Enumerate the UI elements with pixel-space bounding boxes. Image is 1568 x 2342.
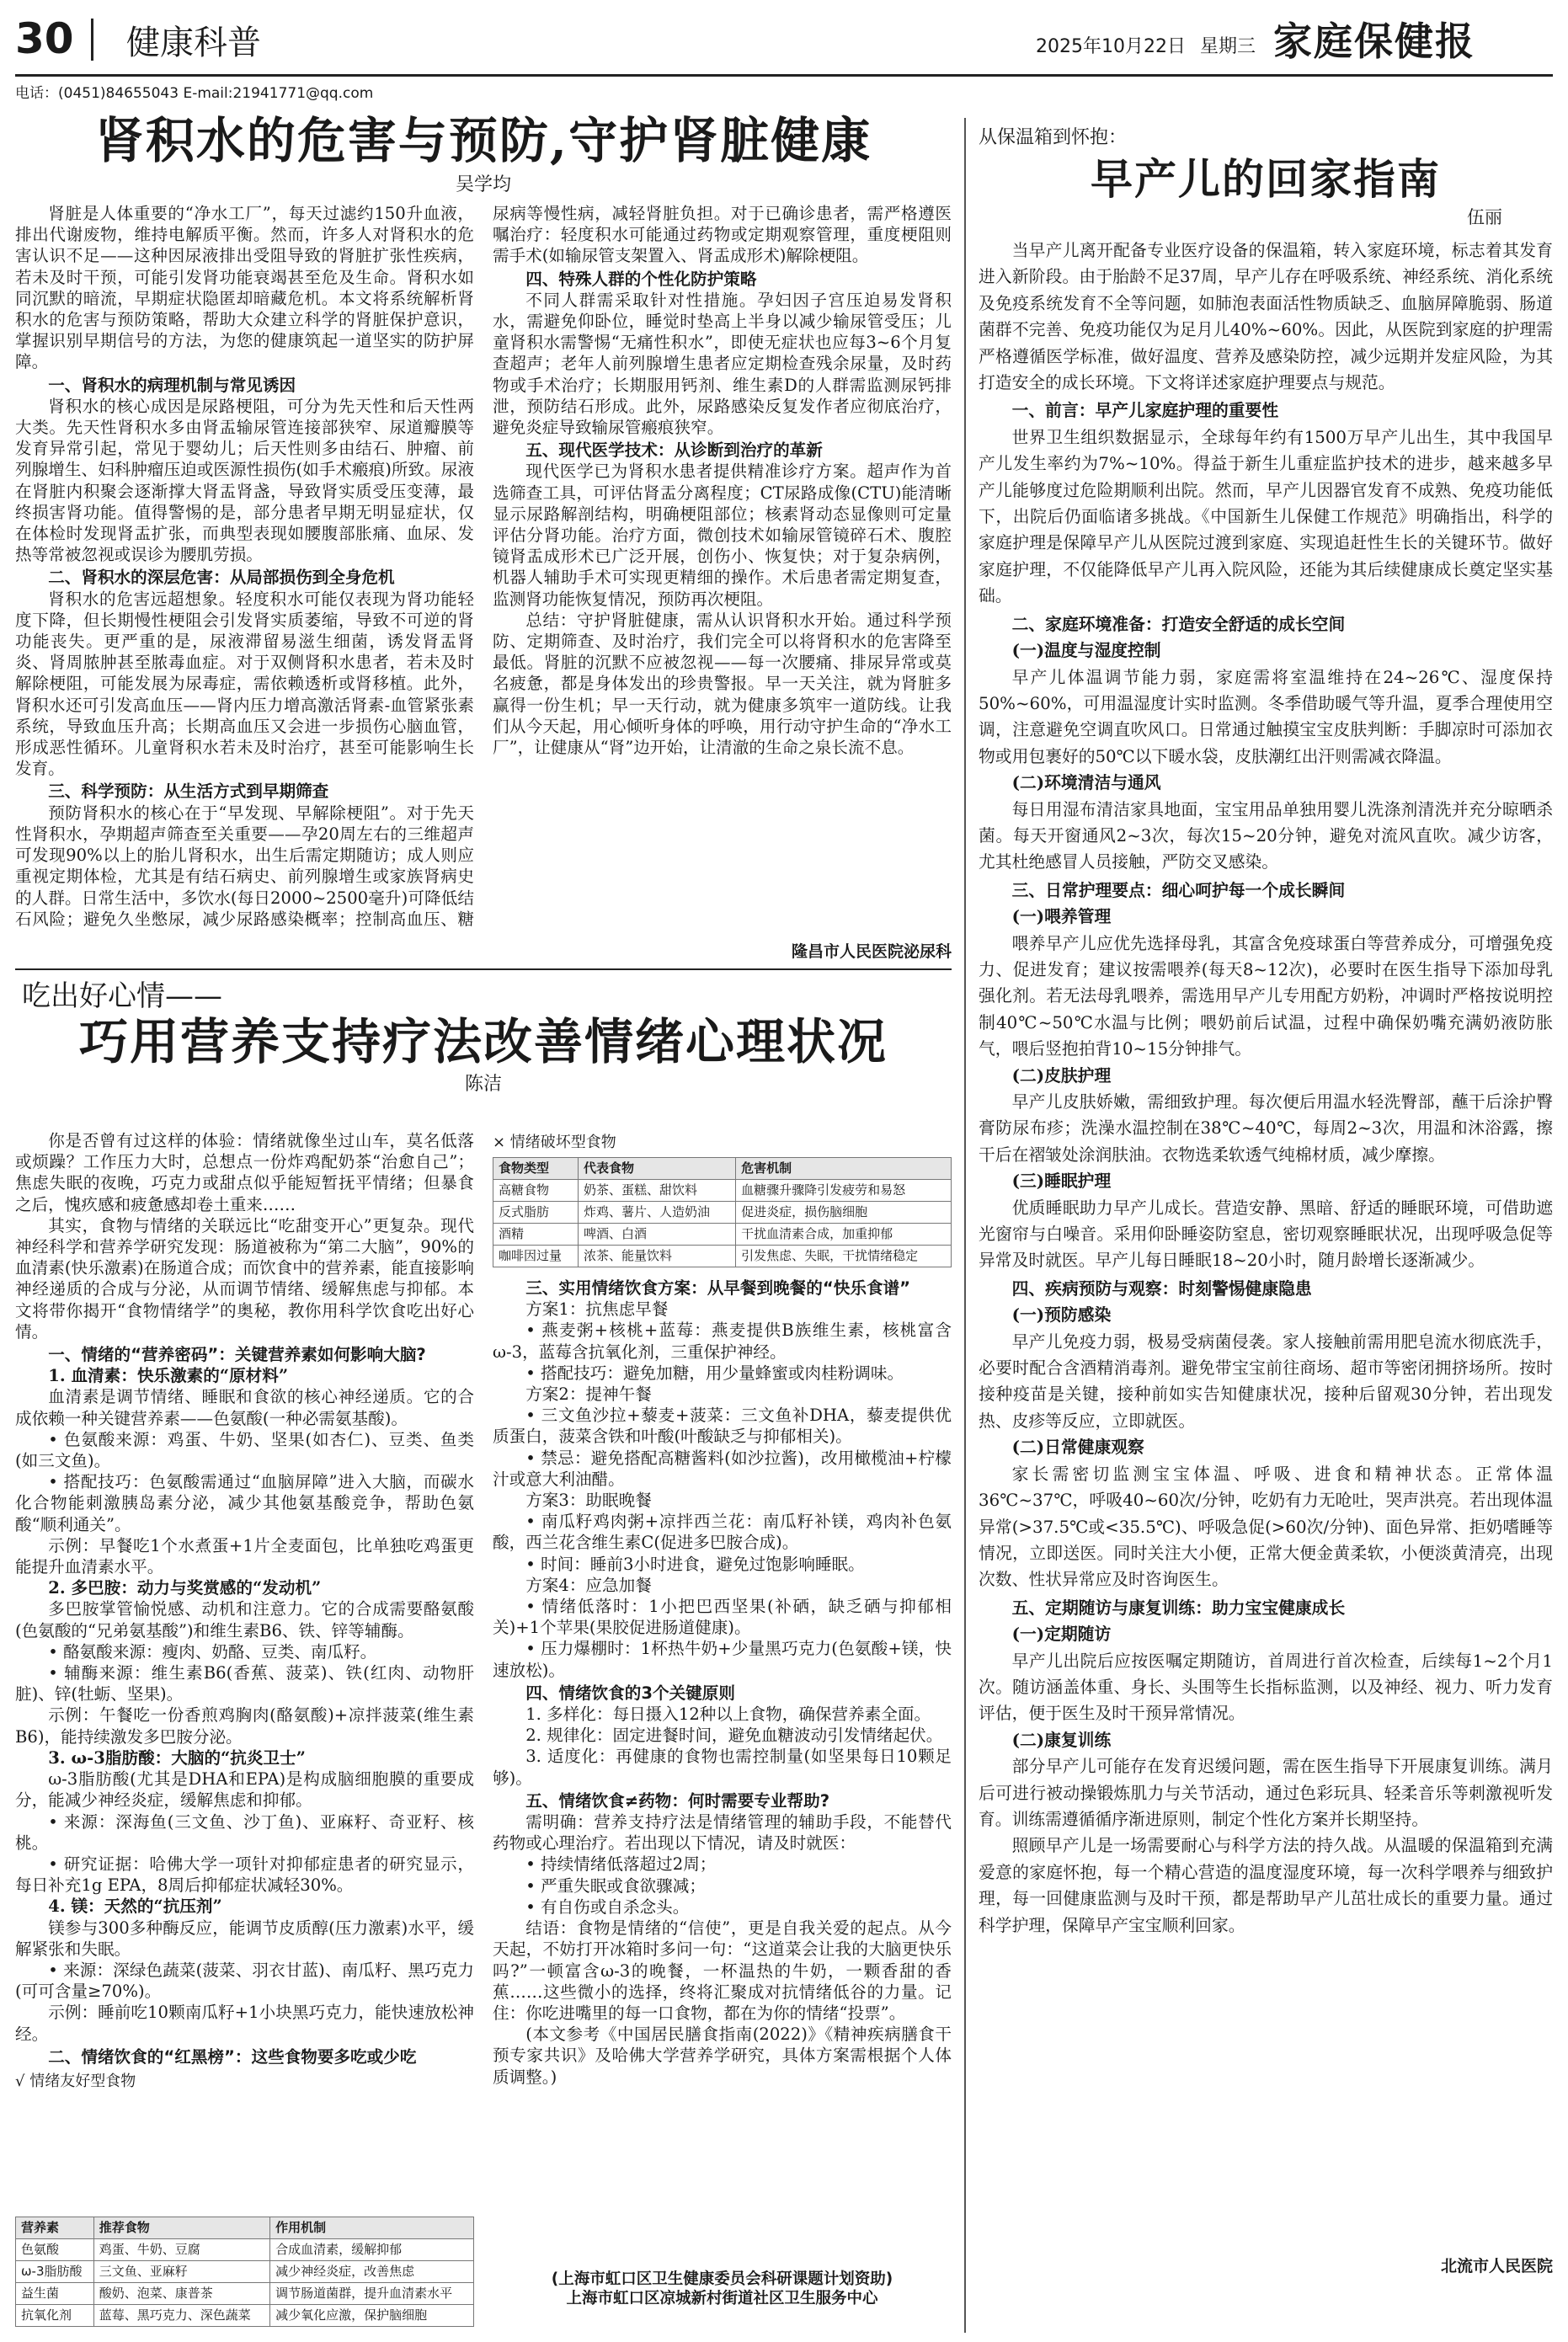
table-row [493,1180,952,1202]
paragraph: 喂养早产儿应优先选择母乳，其富含免疫球蛋白等营养成分，可增强免疫力、促进发育；建议按需喂养(每天8~12次)，必要时在医生指导下添加母乳强化剂。若无法母乳喂养，需选用早产儿专用配方奶粉，冲调时严格按说明控制40℃~50℃水温与比例；喂奶前后试温，过程中确保奶嘴充满奶液防胀气，喂后竖抱拍背10~15分钟排气。 [979,933,1553,1059]
table-cell: 减少氧化应激，保护脑细胞 [270,2305,474,2327]
paragraph: 总结：守护肾脏健康，需从认识肾积水开始。通过科学预防、定期筛查、及时治疗，我们完全可以将肾积水的危害降至最低。肾脏的沉默不应被忽视——每一次腰痛、排尿异常或莫名疲惫，都是身体发出的珍贵警报。早一天关注，就为肾脏多赢得一份生机；早一天行动，就为健康多筑牢一道防线。让我们从今天起，用心倾听身体的呼唤，用行动守护生命的“净水工厂”，让健康从“肾”边开始，让清澈的生命之泉长流不息。 [493,610,952,758]
table-cell: 色氨酸 [16,2239,94,2261]
table-cell: 反式脂肪 [493,1202,579,1224]
section-divider [91,19,93,61]
paragraph: • 三文鱼沙拉+藜麦+菠菜：三文鱼补DHA，藜麦提供优质蛋白，菠菜含铁和叶酸(叶酸缺乏与抑郁相关)。 [493,1406,952,1447]
table-row [493,1246,952,1267]
paragraph: 多巴胺掌管愉悦感、动机和注意力。它的合成需要酪氨酸(色氨酸的“兄弟氨基酸”)和维生素B6、铁、锌等辅酶。 [15,1599,474,1640]
paragraph: 部分早产儿可能存在发育迟缓问题，需在医生指导下开展康复训练。满月后可进行被动操锻炼肌力与关节活动，通过色彩玩具、轻柔音乐等刺激视听发育。训练需遵循循序渐进原则，制定个性化方案并长期坚持。 [979,1757,1553,1829]
article-nutrition-mood [15,979,952,2334]
table-cell: 炸鸡、薯片、人造奶油 [579,1202,736,1224]
article3-author: 伍丽 [1467,207,1502,227]
table-header-cell: 营养素 [16,2217,94,2239]
article1-title: 肾积水的危害与预防,守护肾脏健康 [94,112,872,169]
table-row [16,2283,474,2305]
table-cell: 浓茶、能量饮料 [579,1246,736,1267]
paragraph: 肾脏是人体重要的“净水工厂”，每天过滤约150升血液，排出代谢废物，维持电解质平衡。然而，许多人对肾积水的危害认识不足——这种因尿液排出受阻导致的肾脏扩张性疾病，若未及时干预，可能引发肾功能衰竭甚至危及生命。肾积水如同沉默的暗流，早期症状隐匿却暗藏危机。本文将系统解析肾积水的危害与预防策略，帮助大众建立科学的肾脏保护意识，掌握识别早期信号的方法，为您的健康筑起一道坚实的防护屏障。 [15,204,474,372]
sub-heading: (二)康复训练 [1011,1729,1112,1750]
table-cell: 抗氧化剂 [16,2305,94,2327]
table-cell: 三文鱼、亚麻籽 [93,2261,269,2283]
paragraph: 需明确：营养支持疗法是情绪管理的辅助手段，不能替代药物或心理治疗。若出现以下情况，请及时就医： [493,1812,952,1854]
section-heading: 一、情绪的“营养密码”：关键营养素如何影响大脑? [48,1345,426,1365]
table-header-cell: 危害机制 [736,1158,952,1180]
paragraph: • 搭配技巧：色氨酸需通过“血脑屏障”进入大脑，而碳水化合物能刺激胰岛素分泌，减少其他氨基酸竞争，帮助色氨酸“顺利通关”。 [15,1472,474,1534]
paragraph: • 辅酶来源：维生素B6(香蕉、菠菜)、铁(红肉、动物肝脏)、锌(牡蛎、坚果)。 [15,1663,474,1704]
paragraph: 示例：睡前吃10颗南瓜籽+1小块黑巧克力，能快速放松神经。 [15,2003,474,2044]
signature-line-2: 上海市虹口区凉城新村街道社区卫生服务中心 [566,2290,878,2307]
paragraph: 3. 适度化：再健康的食物也需控制量(如坚果每日10颗足够)。 [493,1747,952,1788]
paragraph: 方案2：提神午餐 [525,1384,652,1405]
paragraph: ω-3脂肪酸(尤其是DHA和EPA)是构成脑细胞膜的重要成分，能减少神经炎症，缓解焦虑和抑郁。 [15,1769,474,1811]
section-heading: 四、疾病预防与观察：时刻警惕健康隐患 [1011,1278,1312,1299]
sub-heading: (一)温度与湿度控制 [1011,640,1161,661]
paragraph: • 禁忌：避免搭配高糖酱料(如沙拉酱)，改用橄榄油+柠檬汁或意大利油醋。 [493,1448,952,1489]
section-heading: 三、科学预防：从生活方式到早期筛查 [48,782,329,802]
paragraph: 其实，食物与情绪的关联远比“吃甜变开心”更复杂。现代神经科学和营养学研究发现：肠道被称为“第二大脑”，90%的血清素(快乐激素)在肠道合成；而饮食中的营养素，能直接影响神经递质的合成与分泌，从而调节情绪、缓解焦虑与抑郁。本文将带你揭开“食物情绪学”的奥秘，教你用科学饮食吃出好心情。 [15,1215,474,1342]
sub-heading: (二)皮肤护理 [1011,1064,1112,1086]
issue-date [1036,32,1256,58]
table-cell: 蓝莓、黑巧克力、深色蔬菜 [93,2305,269,2327]
paragraph: • 情绪低落时：1小把巴西坚果(补硒，缺乏硒与抑郁相关)+1个苹果(果胶促进肠道健康)。 [493,1597,952,1638]
paragraph: • 持续情绪低落超过2周； [525,1854,717,1875]
table-header-cell: 代表食物 [579,1158,736,1180]
paragraph: 优质睡眠助力早产儿成长。营造安静、黑暗、舒适的睡眠环境，可借助遮光窗帘与白噪音。采用仰卧睡姿防窒息，密切观察睡眠状况，出现呼吸急促等异常及时就医。早产儿每日睡眠18~20小时，随月龄增长逐渐减少。 [979,1198,1553,1271]
bad-foods-table [493,1157,952,1267]
article1-signature: 隆昌市人民医院泌尿科 [791,942,952,961]
section-heading: 五、情绪饮食≠药物：何时需要专业帮助? [525,1790,830,1811]
table-cell: 咖啡因过量 [493,1246,579,1267]
table-row [16,2261,474,2283]
table-cell: 引发焦虑、失眠，干扰情绪稳定 [736,1246,952,1267]
table-header-cell: 食物类型 [493,1158,579,1180]
paragraph: 示例：早餐吃1个水煮蛋+1片全麦面包，比单独吃鸡蛋更能提升血清素水平。 [15,1535,474,1577]
article-hydronephrosis [15,109,952,960]
article2-title: 巧用营养支持疗法改善情绪心理状况 [78,1013,888,1070]
article1-bottom-rule [15,968,952,970]
table-header-cell: 作用机制 [270,2217,474,2239]
paragraph: 现代医学已为肾积水患者提供精准诊疗方案。超声作为首选筛查工具，可评估肾盂分离程度；CT尿路成像(CTU)能清晰显示尿路解剖结构，明确梗阻部位；核素肾动态显像则可定量评估分肾功能。治疗方面，微创技术如输尿管镜碎石术、腹腔镜肾盂成形术已广泛开展，创伤小、恢复快；对于复杂病例，机器人辅助手术可实现更精细的操作。术后患者需定期复查，监测肾功能恢复情况，预防再次梗阻。 [493,461,952,609]
section-heading: 五、定期随访与康复训练：助力宝宝健康成长 [1011,1598,1346,1618]
paragraph: 家长需密切监测宝宝体温、呼吸、进食和精神状态。正常体温36℃~37℃，呼吸40~60次/分钟，吃奶有力无呛吐，哭声洪亮。若出现体温异常(>37.5℃或<35.5℃)、呼吸急促(>60次/分钟)、面色异常、拒奶嗜睡等情况，立即送医。同时关注大小便，正常大便金黄柔软，小便淡黄清亮，出现次数、性状异常应及时咨询医生。 [979,1464,1553,1590]
table-bad-title: × 情绪破坏型食物 [493,1134,616,1151]
paragraph: 肾积水的核心成因是尿路梗阻，可分为先天性和后天性两大类。先天性肾积水多由肾盂输尿管连接部狭窄、尿道瓣膜等发育异常引起，常见于婴幼儿；后天性则多由结石、肿瘤、前列腺增生、妇科肿瘤压迫或医源性损伤(如手术瘢痕)所致。尿液在肾脏内积聚会逐渐撑大肾盂肾盏，导致肾实质受压变薄，最终损害肾功能。值得警惕的是，部分患者早期无明显症状，仅在体检时发现肾盂扩张，而典型表现如腰腹部胀痛、血尿、发热等常被忽视或误诊为腰肌劳损。 [15,396,474,565]
paragraph: • 严重失眠或食欲骤减； [525,1875,706,1896]
section-heading: 三、实用情绪饮食方案：从早餐到晚餐的“快乐食谱” [525,1278,911,1298]
paragraph: 你是否曾有过这样的体验：情绪就像坐过山车，莫名低落或烦躁？工作压力大时，总想点一份炸鸡配奶茶“治愈自己”；焦虑失眠的夜晚，巧克力或甜点似乎能短暂抚平情绪；但暴食之后，愧疚感和疲惫感却卷土重来…… [15,1131,474,1214]
signature-line-1: (上海市虹口区卫生健康委员会科研课题计划资助) [551,2270,893,2288]
table-row [16,2305,474,2327]
sub-heading: 2. 多巴胺：动力与奖赏感的“发动机” [48,1578,322,1598]
section-heading: 五、现代医学技术：从诊断到治疗的革新 [525,440,823,461]
article3-signature: 北流市人民医院 [1440,2257,1553,2275]
sub-heading: (一)喂养管理 [1011,906,1112,927]
paragraph: • 时间：睡前3小时进食，避免过饱影响睡眠。 [525,1554,865,1574]
date-text: 2025年10月22日 [1036,36,1186,57]
paragraph: 方案3：助眠晚餐 [525,1491,652,1511]
section-heading: 一、肾积水的病理机制与常见诱因 [48,375,296,395]
paragraph: • 来源：深绿色蔬菜(菠菜、羽衣甘蓝)、南瓜籽、黑巧克力(可可含量≥70%)。 [15,1960,474,2002]
article1-body [15,203,952,936]
section-heading: 四、情绪饮食的3个关键原则 [525,1683,735,1703]
sub-heading: (三)睡眠护理 [1011,1171,1112,1192]
paragraph: 早产儿皮肤娇嫩，需细致护理。每次便后用温水轻洗臀部，蘸干后涂护臀膏防尿布疹；洗澡水温控制在38℃~40℃，每周2~3次，用温和沐浴露，擦干后在褶皱处涂润肤油。衣物选柔软透气纯棉材质，减少摩擦。 [979,1092,1553,1165]
paragraph: • 压力爆棚时：1杯热牛奶+少量黑巧克力(色氨酸+镁，快速放松)。 [493,1639,952,1680]
sub-heading: 3. ω-3脂肪酸：大脑的“抗炎卫士” [48,1747,306,1768]
table-cell: 血糖骤升骤降引发疲劳和易怒 [736,1180,952,1202]
sub-heading: (二)环境清洁与通风 [1011,772,1161,793]
table-row [493,1224,952,1246]
weekday-text: 星期三 [1199,36,1256,57]
paragraph: 镁参与300多种酶反应，能调节皮质醇(压力激素)水平，缓解紧张和失眠。 [15,1918,474,1959]
paragraph: 2. 规律化：固定进餐时间，避免血糖波动引发情绪起伏。 [525,1726,943,1746]
sub-heading: (二)日常健康观察 [1011,1437,1144,1458]
good-foods-table [15,2217,474,2327]
paragraph: • 有自伤或自杀念头。 [525,1897,690,1917]
section-heading: 二、肾积水的深层危害：从局部损伤到全身危机 [48,568,395,588]
paragraph: 早产儿免疫力弱，极易受病菌侵袭。家人接触前需用肥皂流水彻底洗手，必要时配合含酒精消毒剂。避免带宝宝前往商场、超市等密闭拥挤场所。按时接种疫苗是关键，接种前如实告知健康状况，接种后留观30分钟，若出现发热、皮疹等反应，立即就医。 [979,1331,1553,1431]
table-cell: 高糖食物 [493,1180,579,1202]
section-heading: 一、前言：早产儿家庭护理的重要性 [1011,401,1279,421]
sub-heading: 4. 镁：天然的“抗压剂” [48,1897,222,1917]
table-cell: 酸奶、泡菜、康普茶 [93,2283,269,2305]
table-cell: 促进炎症，损伤脑细胞 [736,1202,952,1224]
paragraph: 当早产儿离开配备专业医疗设备的保温箱，转入家庭环境，标志着其发育进入新阶段。由于胎龄不足37周，早产儿存在呼吸系统、神经系统、消化系统及免疫系统发育不全等问题，如肺泡表面活性物质缺乏、血脑屏障脆弱、肠道菌群不完善、免疫功能仅为足月儿40%~60%。因此，从医院到家庭的护理需严格遵循医学标准，做好温度、营养及感染防控，减少远期并发症风险，为其打造安全的成长环境。下文将详述家庭护理要点与规范。 [979,241,1553,393]
section-heading: 四、特殊人群的个性化防护策略 [525,269,757,289]
paragraph: 照顾早产儿是一场需要耐心与科学方法的持久战。从温暖的保温箱到充满爱意的家庭怀抱，每一个精心营造的温度湿度环境，每一次科学喂养与细致护理，每一回健康监测与及时干预，都是帮助早产儿茁壮成长的重要力量。通过科学护理，保障早产宝宝顺利回家。 [979,1836,1553,1935]
table-row [16,2239,474,2261]
table-cell: 酒精 [493,1224,579,1246]
table-cell: 干扰血清素合成，加重抑郁 [736,1224,952,1246]
article2-signature [493,2270,952,2308]
article3-kicker: 从保温箱到怀抱： [979,127,1128,148]
section-heading: 二、情绪饮食的“红黑榜”：这些食物要多吃或少吃 [48,2046,417,2067]
table-cell: 调节肠道菌群，提升血清素水平 [270,2283,474,2305]
paragraph: • 来源：深海鱼(三文鱼、沙丁鱼)、亚麻籽、奇亚籽、核桃。 [15,1811,474,1853]
sub-heading: (一)预防感染 [1011,1304,1112,1326]
paragraph: • 研究证据：哈佛大学一项针对抑郁症患者的研究显示，每日补充1g EPA，8周后抑郁症状减轻30%。 [15,1854,474,1896]
table-row [493,1202,952,1224]
page-number: 30 [15,14,74,63]
article2-left-column [15,1130,474,2204]
article2-author: 陈洁 [464,1074,502,1095]
table-cell: 合成血清素，缓解抑郁 [270,2239,474,2261]
paragraph: • 搭配技巧：避免加糖，用少量蜂蜜或肉桂粉调味。 [525,1363,904,1383]
paragraph: 血清素是调节情绪、睡眠和食欲的核心神经递质。它的合成依赖一种关键营养素——色氨酸(一种必需氨基酸)。 [15,1387,474,1428]
paragraph: • 色氨酸来源：鸡蛋、牛奶、坚果(如杏仁)、豆类、鱼类(如三文鱼)。 [15,1429,474,1471]
paragraph: 结语：食物是情绪的“信使”，更是自我关爱的起点。从今天起，不妨打开冰箱时多问一句：“这道菜会让我的大脑更快乐吗?”一顿富含ω-3的晚餐，一杯温热的牛奶，一颗香甜的香蕉……这些微小的选择，终将汇聚成对抗情绪低谷的力量。记住：你吃进嘴里的每一口食物，都在为你的情绪“投票”。 [493,1918,952,2023]
paragraph: 1. 多样化：每日摄入12种以上食物，确保营养素全面。 [525,1704,931,1725]
masthead [0,0,1568,102]
paragraph: 世界卫生组织数据显示，全球每年约有1500万早产儿出生，其中我国早产儿发生率约为7%~10%。得益于新生儿重症监护技术的进步，越来越多早产儿能够度过危险期顺利出院。然而，早产儿因器官发育不成熟、免疫功能低下，出院后仍面临诸多挑战。《中国新生儿保健工作规范》明确指出，科学的家庭护理是保障早产儿从医院过渡到家庭、实现追赶性生长的关键环节。做好家庭护理，不仅能降低早产儿再入院风险，还能为其后续健康成长奠定坚实基础。 [979,427,1553,606]
article1-author: 吴学均 [455,174,511,195]
paragraph: (本文参考《中国居民膳食指南(2022)》《精神疾病膳食干预专家共识》及哈佛大学营养学研究，具体方案需根据个人体质调整。) [493,2025,952,2087]
paragraph: 不同人群需采取针对性措施。孕妇因子宫压迫易发肾积水，需避免仰卧位，睡觉时垫高上半身以减少输尿管受压；儿童肾积水需警惕“无痛性积水”，即使无症状也应每3~6个月复查超声；老年人前列腺增生患者应定期检查残余尿量，及时药物或手术治疗；长期服用钙剂、维生素D的人群需监测尿钙排泄，预防结石形成。此外，尿路感染反复发作者应彻底治疗，避免炎症导致输尿管瘢痕狭窄。 [493,290,952,438]
table-cell: 减少神经炎症，改善焦虑 [270,2261,474,2283]
article3-title: 早产儿的回家指南 [1091,154,1441,204]
paper-name: 家庭保健报 [1273,19,1475,64]
article2-right-body [493,1276,952,2270]
table-header-cell: 推荐食物 [93,2217,269,2239]
paragraph: 早产儿体温调节能力弱，家庭需将室温维持在24~26℃、湿度保持50%~60%，可用温湿度计实时监测。冬季借助暖气等升温，夏季合理使用空调，注意避免空调直吹风口。日常通过触摸宝宝皮肤判断：手脚凉时可添加衣物或用包裹好的50℃以下暖水袋，皮肤潮红出汗则需减衣降温。 [979,667,1553,766]
paragraph: 每日用湿布清洁家具地面，宝宝用品单独用婴儿洗涤剂清洗并充分晾晒杀菌。每天开窗通风2~3次，每次15~20分钟，避免对流风直吹。减少访客，尤其杜绝感冒人员接触，严防交叉感染。 [979,799,1553,872]
article-preemie-home-guide [979,126,1553,2333]
paragraph: 方案4：应急加餐 [525,1575,652,1595]
paragraph: 早产儿出院后应按医嘱定期随访，首周进行首次检查，后续每1~2个月1次。随访涵盖体重、身长、头围等生长指标监测，以及神经、视力、听力发育评估，便于医生及时干预异常情况。 [979,1651,1553,1724]
article2-kicker: 吃出好心情—— [22,979,222,1013]
table-cell: 奶茶、蛋糕、甜饮料 [579,1180,736,1202]
section-title: 健康科普 [126,24,261,62]
paragraph: 肾积水的危害远超想象。轻度积水可能仅表现为肾功能轻度下降，但长期慢性梗阻会引发肾实质萎缩，导致不可逆的肾功能丧失。更严重的是，尿液滞留易滋生细菌，诱发肾盂肾炎、肾周脓肿甚至脓毒血症。对于双侧肾积水患者，若未及时解除梗阻，可能发展为尿毒症，需依赖透析或肾移植。此外，肾积水还可引发高血压——肾内压力增高激活肾素-血管紧张素系统，导致血压升高；长期高血压又会进一步损伤心脑血管，形成恶性循环。儿童肾积水若未及时治疗，甚至可能影响生长发育。 [15,589,474,779]
article2-right-column [493,1130,952,2334]
table-cell: ω-3脂肪酸 [16,2261,94,2283]
paragraph: • 南瓜籽鸡肉粥+凉拌西兰花：南瓜籽补镁，鸡肉补色氨酸，西兰花含维生素C(促进多巴胺合成)。 [493,1512,952,1553]
paragraph: 预防肾积水的核心在于“早发现、早解除梗阻”。对于先天性肾积水，孕期超声筛查至关重要——孕20周左右的三维超声可发现90%以上的胎儿肾积水，出生后需定期随访；成人则应重视定期体检，尤其是有结石病史、前列腺增生或家族肾病史的人群。日常生活中，多饮水(每日2000~2500毫升)可降低结石风险；避免久坐憋尿，减少尿路感染概率；控制高血压、糖尿病等慢性病，减轻肾脏负担。对于已确诊患者，需严格遵医嘱治疗：轻度积水可能通过药物或定期观察管理，重度梗阻则需手术(如输尿管支架置入、肾盂成形术)解除梗阻。 [15,204,952,929]
table-caption: √ 情绪友好型食物 [15,2072,136,2090]
paragraph: 方案1：抗焦虑早餐 [525,1299,669,1320]
column-divider [964,118,966,2333]
paragraph: • 酪氨酸来源：瘦肉、奶酪、豆类、南瓜籽。 [48,1641,377,1662]
sub-heading: 1. 血清素：快乐激素的“原材料” [48,1366,289,1386]
table-cell: 益生菌 [16,2283,94,2305]
contact-line: 电话：(0451)84655043 E-mail:21941771@qq.com [15,85,374,102]
table-cell: 啤酒、白酒 [579,1224,736,1246]
section-heading: 二、家庭环境准备：打造安全舒适的成长空间 [1011,614,1346,634]
paragraph: • 燕麦粥+核桃+蓝莓：燕麦提供B族维生素，核桃富含ω-3，蓝莓含抗氧化剂，三重保护神经。 [493,1320,952,1362]
table-cell: 鸡蛋、牛奶、豆腐 [93,2239,269,2261]
paragraph: 示例：午餐吃一份香煎鸡胸肉(酪氨酸)+凉拌菠菜(维生素B6)，能持续激发多巴胺分泌。 [15,1705,474,1747]
article3-body [979,237,1553,2250]
table-good-foods [15,2217,474,2327]
section-heading: 三、日常护理要点：细心呵护每一个成长瞬间 [1011,880,1346,900]
sub-heading: (一)定期随访 [1011,1624,1112,1645]
masthead-rule [15,74,1553,77]
